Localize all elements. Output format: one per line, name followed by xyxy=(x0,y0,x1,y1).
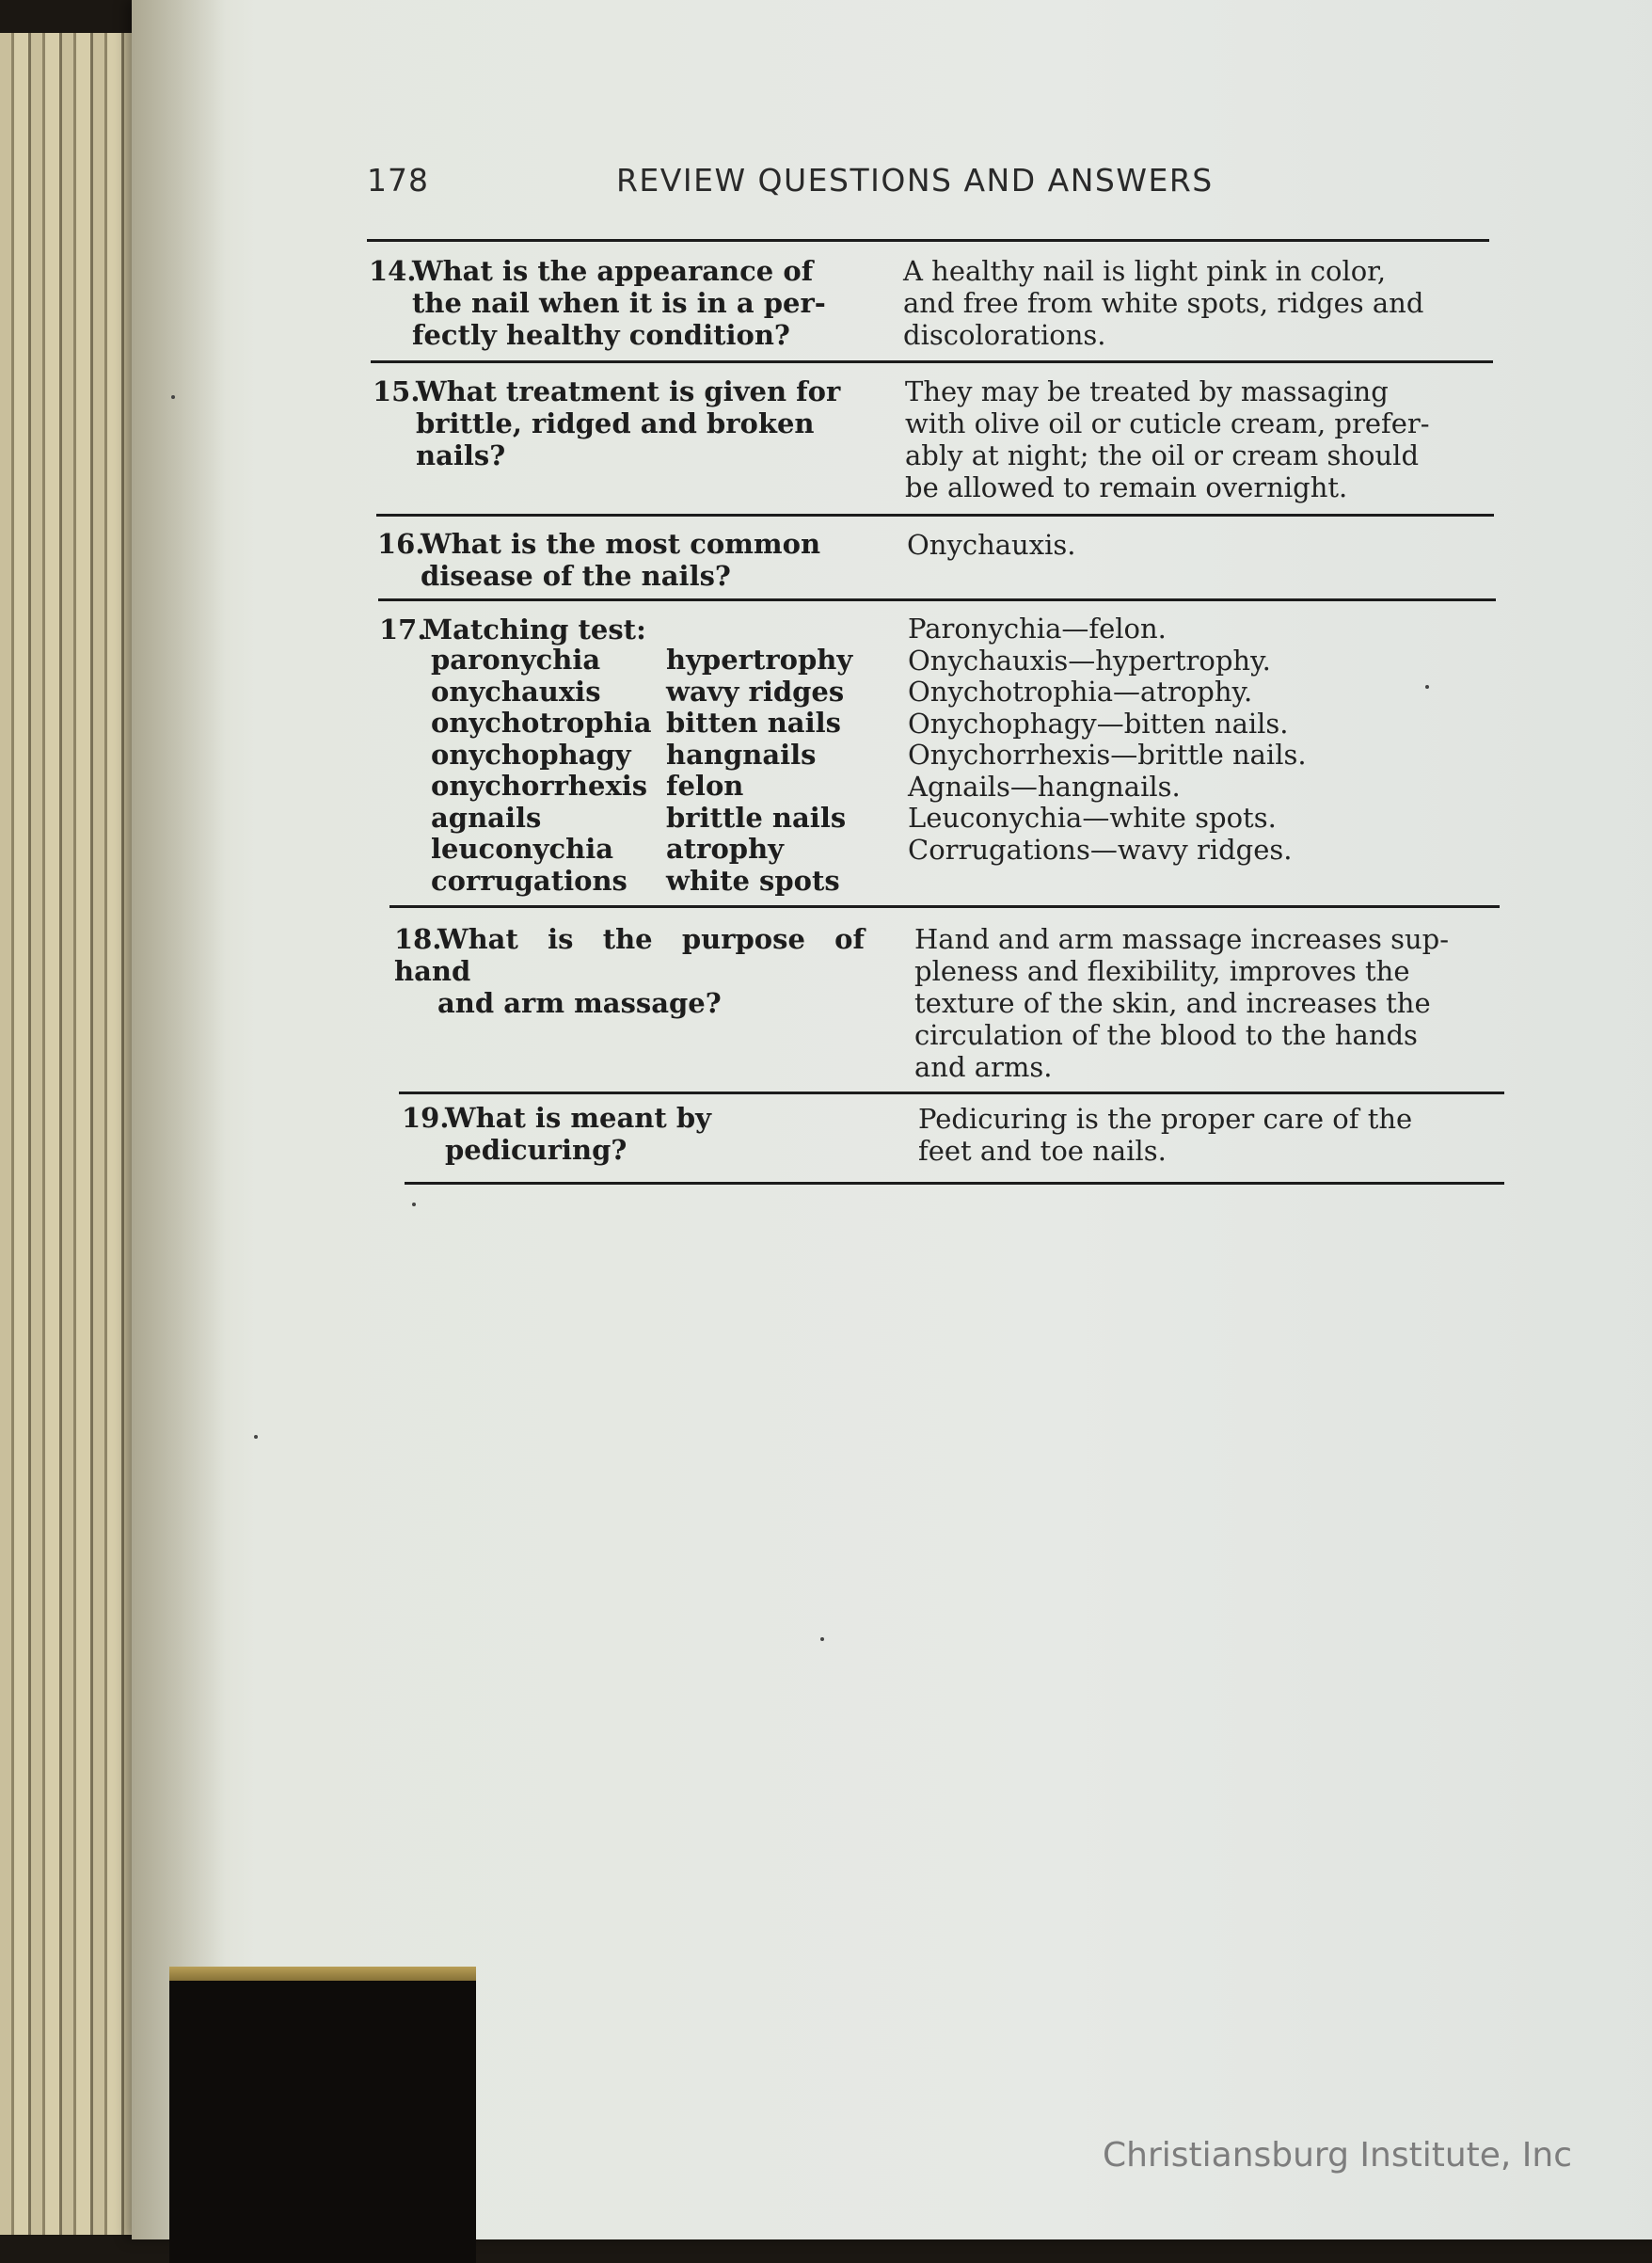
question-17: 17.Matching test: xyxy=(379,614,646,645)
answer-14: A healthy nail is light pink in color, and free from white spots, ridges and discolorations. xyxy=(903,255,1424,351)
page-speck xyxy=(820,1637,824,1641)
answer-16: Onychauxis. xyxy=(907,529,1076,561)
rule-bottom xyxy=(405,1182,1504,1185)
rule-15-16 xyxy=(376,514,1494,517)
bookmark-tab xyxy=(169,1981,476,2263)
page-speck xyxy=(1425,685,1429,689)
page-speck xyxy=(412,1203,416,1206)
page-speck xyxy=(254,1435,258,1439)
question-18: 18.What is the purpose of hand and arm massage? xyxy=(394,923,865,1019)
question-16: 16.What is the most common disease of the nails? xyxy=(377,528,821,592)
question-14: 14.What is the appearance of the nail when it is in a per- fectly healthy condition? xyxy=(369,255,826,351)
matching-test-grid xyxy=(431,645,864,899)
matching-terms-column: paronychia onychauxis onychotrophia onychophagy onychorrhexis agnails leuconychia corrugations xyxy=(431,644,652,897)
answer-15: They may be treated by massaging with olive oil or cuticle cream, prefer- ably at night; the oil or cream should be allowed to remain overnight. xyxy=(905,375,1430,503)
question-19: 19.What is meant by pedicuring? xyxy=(402,1102,712,1166)
page-speck xyxy=(171,395,175,399)
rule-16-17 xyxy=(378,598,1496,601)
answer-18: Hand and arm massage increases sup- pleness and flexibility, improves the texture of the skin, and increases the circulation of the blood to the hands and arms. xyxy=(914,923,1450,1083)
running-header xyxy=(367,162,1242,209)
rule-14-15 xyxy=(371,360,1493,363)
answer-19: Pedicuring is the proper care of the feet and toe nails. xyxy=(918,1103,1413,1167)
answer-17: Paronychia—felon. Onychauxis—hypertrophy. Onychotrophia—atrophy. Onychophagy—bitten nails. Onychorrhexis—brittle nails. Agnails—hangnails. Leuconychia—white spots. Corrugations—wavy ridges. xyxy=(908,613,1307,866)
matching-definitions-column: hypertrophy wavy ridges bitten nails hangnails felon brittle nails atrophy white spots xyxy=(666,644,853,897)
rule-18-19 xyxy=(399,1092,1504,1094)
question-15: 15.What treatment is given for brittle, ridged and broken nails? xyxy=(373,375,841,471)
rule-17-18 xyxy=(389,905,1500,908)
rule-top xyxy=(367,239,1489,242)
page-number: 178 xyxy=(367,162,429,199)
watermark: Christiansburg Institute, Inc xyxy=(1103,2136,1573,2175)
running-head-title: REVIEW QUESTIONS AND ANSWERS xyxy=(616,162,1214,199)
page-gutter-shadow xyxy=(132,0,226,2239)
